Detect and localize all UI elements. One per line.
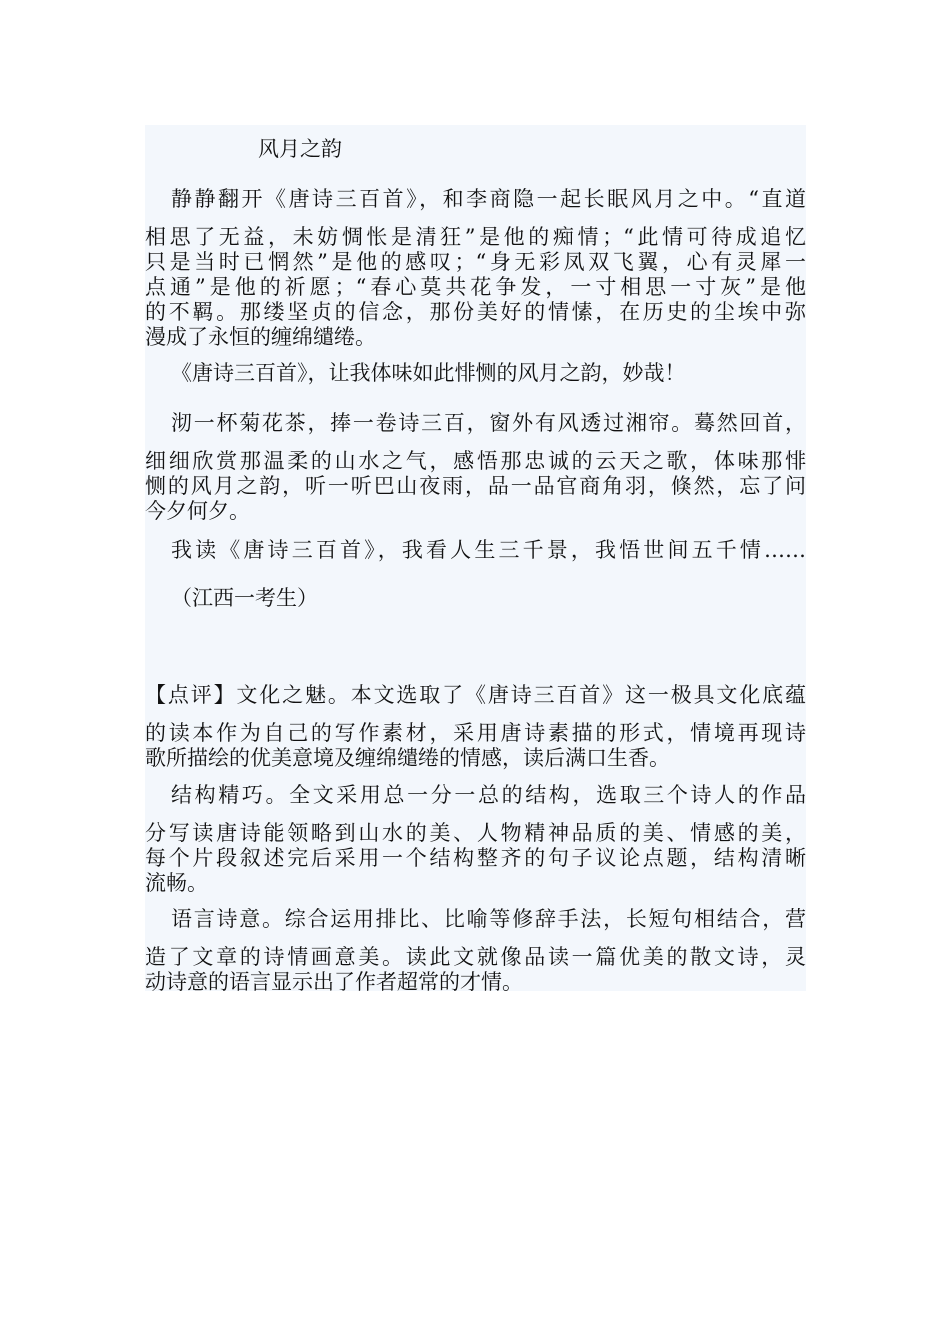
review-line: 造了文章的诗情画意美。读此文就像品读一篇优美的散文诗，灵 (145, 945, 806, 969)
essay-line: 只是当时已惘然”是他的感叹；“身无彩凤双飞翼，心有灵犀一 (145, 250, 806, 274)
review-line: 动诗意的语言显示出了作者超常的才情。 (145, 970, 523, 994)
essay-line: 细细欣赏那温柔的山水之气，感悟那忠诚的云天之歌，体味那悱 (145, 449, 806, 473)
essay-line: 《唐诗三百首》，让我体味如此悱恻的风月之韵，妙哉！ (171, 361, 686, 385)
essay-line: 点通”是他的祈愿；“春心莫共花争发，一寸相思一寸灰”是他 (145, 275, 806, 299)
essay-title: 风月之韵 (258, 137, 342, 161)
review-line: 流畅。 (145, 871, 208, 895)
essay-line: 我读《唐诗三百首》，我看人生三千景，我悟世间五千情…… (171, 538, 806, 562)
essay-line: 沏一杯菊花茶，捧一卷诗三百，窗外有风透过湘帘。蓦然回首， (171, 411, 806, 435)
essay-line: 恻的风月之韵，听一听巴山夜雨，品一品官商角羽，倏然，忘了问 (145, 474, 806, 498)
review-line: 分写读唐诗能领略到山水的美、人物精神品质的美、情感的美， (145, 821, 806, 845)
review-line: 的读本作为自己的写作素材，采用唐诗素描的形式，情境再现诗 (145, 721, 806, 745)
essay-line: 静静翻开《唐诗三百首》，和李商隐一起长眠风月之中。“直道 (171, 187, 806, 211)
essay-line: 的不羁。那缕坚贞的信念，那份美好的情愫，在历史的尘埃中弥 (145, 300, 806, 324)
review-line: 【点评】文化之魅。本文选取了《唐诗三百首》这一极具文化底蕴 (145, 683, 806, 707)
essay-line: 漫成了永恒的缠绵缱绻。 (145, 325, 376, 349)
review-line: 结构精巧。全文采用总一分一总的结构，选取三个诗人的作品 (171, 783, 806, 807)
essay-author: （江西一考生） (171, 586, 318, 610)
review-line: 每个片段叙述完后采用一个结构整齐的句子议论点题，结构清晰 (145, 846, 806, 870)
review-line: 语言诗意。综合运用排比、比喻等修辞手法，长短句相结合，营 (171, 907, 806, 931)
essay-line: 相思了无益，未妨惆怅是清狂”是他的痴情；“此情可待成追忆 (145, 225, 806, 249)
essay-line: 今夕何夕。 (145, 499, 250, 523)
review-line: 歌所描绘的优美意境及缠绵缱绻的情感，读后满口生香。 (145, 746, 670, 770)
